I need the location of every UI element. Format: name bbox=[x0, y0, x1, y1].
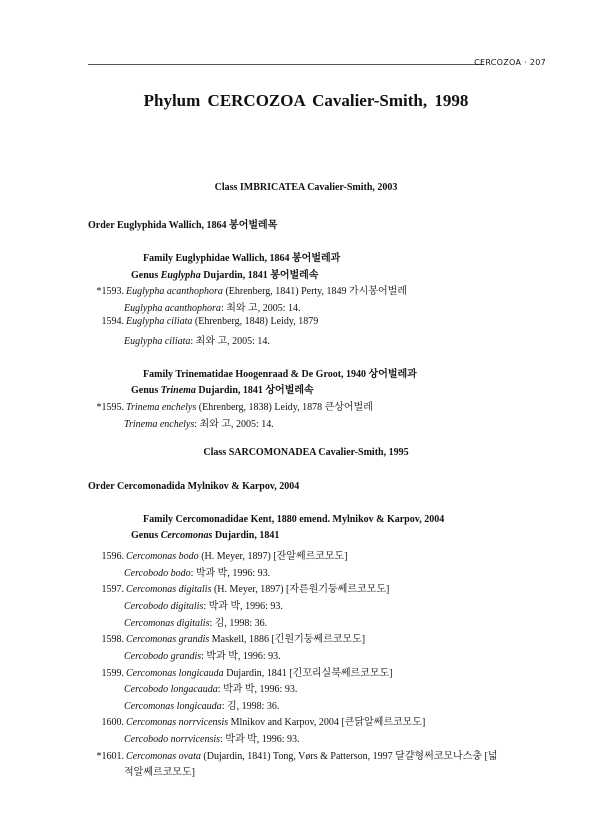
synonym-entry: Cercomonas longicauda: 김, 1998: 36. bbox=[124, 701, 280, 712]
species-entry: *1595. Trinema enchelys (Ehrenberg, 1838) Leidy, 1878 큰상어벌레 bbox=[96, 402, 373, 413]
page-title: Phylum CERCOZOA Cavalier-Smith, 1998 bbox=[143, 91, 469, 110]
family-heading: Family Trinematidae Hoogenraad & De Groot, 1940 상어벌레과 bbox=[143, 369, 417, 380]
synonym-entry: Cercobodo bodo: 박과 박, 1996: 93. bbox=[124, 568, 271, 579]
synonym-entry: Euglypha ciliata: 최와 고, 2005: 14. bbox=[124, 336, 270, 347]
genus-heading: Genus Euglypha Dujardin, 1841 봉어벌레속 bbox=[131, 270, 319, 281]
species-entry: 1594. Euglypha ciliata (Ehrenberg, 1848) Leidy, 1879 bbox=[101, 316, 319, 327]
species-entry: 1600. Cercomonas norrvicensis Mlnikov and Karpov, 2004 [큰닭알쎄르코모도] bbox=[101, 717, 426, 728]
species-entry-continuation: 적알쎄르코모도] bbox=[124, 767, 195, 778]
species-entry: 1598. Cercomonas grandis Maskell, 1886 [긴원기둥쎄르코모도] bbox=[101, 634, 366, 645]
class-heading: Class IMBRICATEA Cavalier-Smith, 2003 bbox=[214, 182, 398, 193]
header-rule bbox=[88, 64, 484, 65]
species-entry: 1599. Cercomonas longicauda Dujardin, 1841 [긴꼬리실북쎄르코모도] bbox=[101, 668, 393, 679]
synonym-entry: Cercomonas digitalis: 김, 1998: 36. bbox=[124, 618, 268, 629]
class-heading: Class SARCOMONADEA Cavalier-Smith, 1995 bbox=[203, 447, 409, 458]
genus-heading: Genus Trinema Dujardin, 1841 상어벌레속 bbox=[131, 385, 314, 396]
synonym-entry: Cercobodo grandis: 박과 박, 1996: 93. bbox=[124, 651, 281, 662]
synonym-entry: Trinema enchelys: 최와 고, 2005: 14. bbox=[124, 419, 274, 430]
species-entry: *1601. Cercomonas ovata (Dujardin, 1841) Tong, Vørs & Patterson, 1997 달걀형써코모나스충 [넓 bbox=[96, 751, 498, 762]
synonym-entry: Euglypha acanthophora: 최와 고, 2005: 14. bbox=[124, 303, 301, 314]
species-entry: 1597. Cercomonas digitalis (H. Meyer, 1897) [자른원기둥쎄르코모도] bbox=[101, 584, 390, 595]
family-heading: Family Cercomonadidae Kent, 1880 emend. Mylnikov & Karpov, 2004 bbox=[143, 514, 445, 525]
synonym-entry: Cercobodo digitalis: 박과 박, 1996: 93. bbox=[124, 601, 283, 612]
family-heading: Family Euglyphidae Wallich, 1864 봉어벌레과 bbox=[143, 253, 341, 264]
order-heading: Order Euglyphida Wallich, 1864 봉어벌레목 bbox=[88, 220, 278, 231]
order-heading: Order Cercomonadida Mylnikov & Karpov, 2004 bbox=[88, 481, 300, 492]
species-entry: *1593. Euglypha acanthophora (Ehrenberg, 1841) Perty, 1849 가시봉어벌레 bbox=[96, 286, 407, 297]
running-head: CERCOZOA · 207 bbox=[474, 58, 546, 67]
genus-heading: Genus Cercomonas Dujardin, 1841 bbox=[131, 530, 280, 541]
synonym-entry: Cercobodo longacauda: 박과 박, 1996: 93. bbox=[124, 684, 298, 695]
synonym-entry: Cercobodo norrvicensis: 박과 박, 1996: 93. bbox=[124, 734, 300, 745]
species-entry: 1596. Cercomonas bodo (H. Meyer, 1897) [잔알쎄르코모도] bbox=[101, 551, 348, 562]
